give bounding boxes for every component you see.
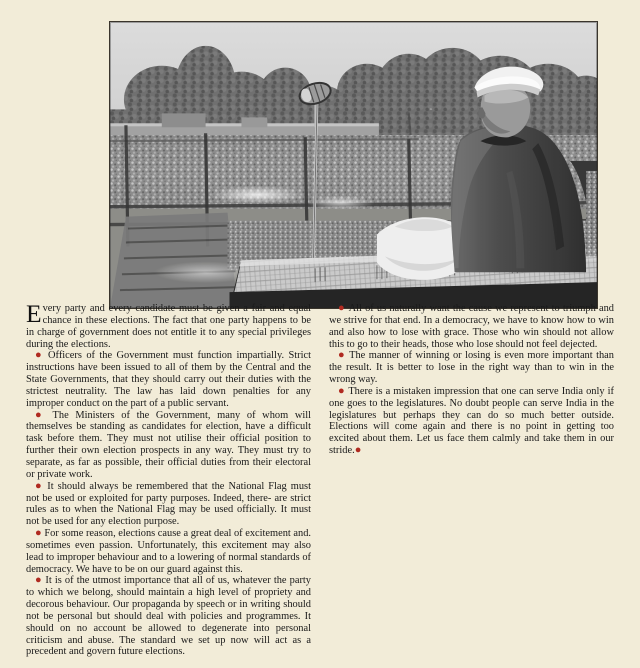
paragraph-bullet-icon: ●	[35, 479, 48, 492]
paragraph-text: There is a mistaken impression that one can serve India only if one goes to the legislatures. No doubt people can serve India in the legislatures but perhaps they can do so much better outside. Elections will come again and there is no point in getting too excited about them. Let us face them calmly and take them in our stride.	[329, 385, 614, 457]
lead-paragraph	[26, 299, 311, 350]
paragraph-bullet-icon: ●	[35, 574, 46, 587]
paragraph-bullet-icon: ●	[338, 349, 350, 362]
paragraph-bullet-icon: ●	[338, 384, 349, 397]
paragraph-text: It is of the utmost importance that all of us, whatever the party to which we belong, should maintain a high level of propriety and decorous behaviour. Our propaganda by speech or in writing should not be personal but should deal with policies and programmes. It should on no account be allowed to degenerate into personal criticism and abuse. The standard we set up now will act as a precedent and govern future elections.	[26, 575, 311, 658]
paragraph-text: very party and every candidate must be given a fair and equal chance in these elections. The fact that one party happens to be in charge of government does not entitle it to any special privileges during the elections.	[26, 303, 311, 350]
photo-illustration	[110, 22, 597, 308]
paragraph-text: All of us naturally want the cause we represent to triumph and we strive for that end. In a democracy, we have to know how to win and also how to lose with grace. Those who win should not allow this to go to their heads, those who lose should not feel dejected.	[329, 303, 614, 350]
body-paragraph	[329, 350, 614, 386]
body-paragraph	[26, 350, 311, 409]
paragraph-bullet-icon: ●	[35, 349, 49, 362]
paragraph-bullet-icon: ●	[338, 302, 349, 314]
paragraph-text: It should always be remembered that the National Flag must not be used or exploited for party purposes. Indeed, there- are strict rules as to when the National Flag may be used officially. It must not be used for any election purpose.	[26, 480, 311, 528]
body-paragraph	[26, 481, 311, 528]
paragraph-text: The Ministers of the Government, many of whom will themselves be standing as candidates for election, have a difficult task before them. They must not utilise their official position to further their own election prospects in any way. They must try to separate, as far as possible, their official duties from their electoral or private work.	[26, 409, 311, 480]
end-of-article-mark: ●	[354, 444, 362, 457]
body-paragraph	[329, 303, 614, 350]
article-body	[26, 299, 614, 665]
paragraph-text: The manner of winning or losing is even more important than the result. It is better to lose in the right way than to win in the wrong way.	[329, 350, 614, 386]
body-paragraph	[26, 410, 311, 481]
body-paragraph	[329, 386, 614, 457]
nehru-addressing-crowd-photo	[109, 21, 598, 309]
paragraph-text: For some reason, elections cause a great deal of excitement and. sometimes even passion. Unfortunately, this excitement may also lead to improper behaviour and to a lowering of normal standards of democracy. We have to be on our guard against this.	[26, 528, 311, 575]
body-paragraph	[26, 528, 311, 575]
paragraph-bullet-icon: ●	[35, 408, 53, 421]
paragraph-bullet-icon: ●	[35, 527, 45, 540]
paragraph-text: Officers of the Government must function impartially. Strict instructions have been issued to all of them by the Central and the State Governments, that they should carry out their duties with the strictest neutrality. The law has laid down penalties for any improper conduct on the part of a public servant.	[26, 350, 311, 409]
body-paragraph	[26, 575, 311, 658]
drop-cap: E	[26, 299, 42, 328]
